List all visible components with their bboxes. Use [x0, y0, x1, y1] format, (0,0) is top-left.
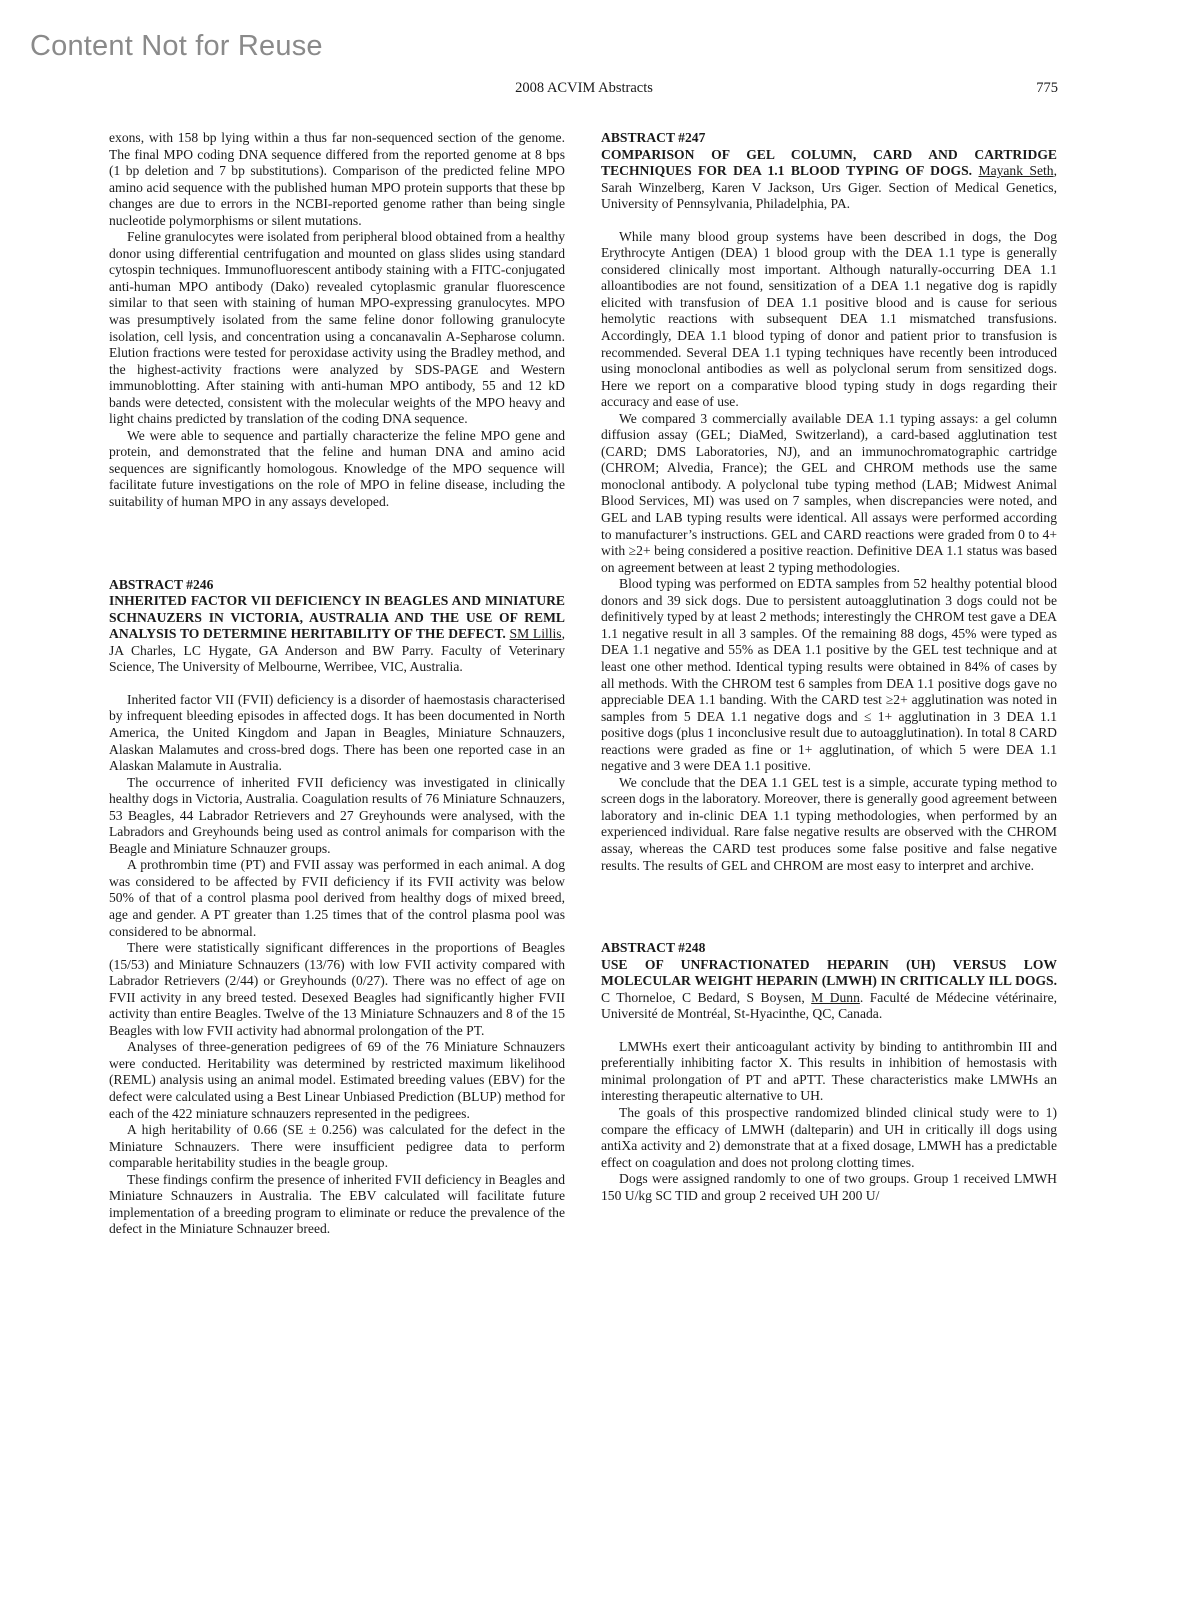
author-affiliation: , JA Charles, LC Hygate, GA Anderson and BW Parry. Faculty of Veterinary Science, The University of Melbourne, Werribee, VIC, Australia.: [109, 626, 565, 675]
abstract-246: [109, 577, 565, 1238]
journal-title: 2008 ACVIM Abstracts: [515, 80, 653, 96]
continuation-paragraph: Feline granulocytes were isolated from peripheral blood obtained from a healthy donor using differential centrifugation and mounted on glass slides using standard cytospin techniques. Immunofluorescent antibody staining with a FITC-conjugated anti-human MPO antibody (Dako) revealed cytoplasmic granular fluorescence similar to that seen with staining of human MPO-expressing granulocytes. MPO was presumptively isolated from the same feline donor following granulocyte isolation, cell lysis, and concentration using a concanavalin A-Sepharose column. Elution fractions were tested for peroxidase activity using the Bradley method, and the highest-activity fractions were analyzed by SDS-PAGE and Western immunoblotting. After staining with anti-human MPO antibody, 55 and 12 kD bands were detected, consistent with the molecular weights of the MPO heavy and light chains predicted by translation of the coding DNA sequence.: [109, 229, 565, 427]
left-column: [109, 130, 565, 1238]
abstract-title: USE OF UNFRACTIONATED HEPARIN (UH) VERSUS LOW MOLECULAR WEIGHT HEPARIN (LMWH) IN CRITICALLY ILL DOGS.: [601, 956, 1057, 989]
abstract-title: INHERITED FACTOR VII DEFICIENCY IN BEAGLES AND MINIATURE SCHNAUZERS IN VICTORIA, AUSTRALIA AND THE USE OF REML ANALYSIS TO DETERMINE HERITABILITY OF THE DEFECT.: [109, 593, 565, 642]
abstract-paragraph: The goals of this prospective randomized blinded clinical study were to 1) compare the efficacy of LMWH (dalteparin) and UH in critically ill dogs using antiXa activity and 2) demonstrate that at a fixed dosage, LMWH has a predictable effect on coagulation and does not prolong clotting times.: [601, 1104, 1057, 1170]
abstract-248: [601, 940, 1057, 1204]
abstract-paragraph: LMWHs exert their anticoagulant activity by binding to antithrombin III and preferentially inhibiting factor X. This results in inhibition of hemostasis with minimal prolongation of PT and aPTT. These characteristics make LMWHs an interesting therapeutic alternative to UH.: [601, 1038, 1057, 1104]
abstract-paragraph: A prothrombin time (PT) and FVII assay was performed in each animal. A dog was considered to be affected by FVII deficiency if its FVII activity was below 50% of that of a control plasma pool derived from healthy dogs of mixed breed, age and gender. A PT greater than 1.25 times that of the control plasma pool was considered to be abnormal.: [109, 857, 565, 939]
continuation-paragraph: We were able to sequence and partially characterize the feline MPO gene and protein, and demonstrated that the feline and human DNA and amino acid sequences are significantly homologous. Knowledge of the MPO sequence will facilitate future investigations on the role of MPO in feline disease, including the suitability of human MPO in any assays developed.: [109, 427, 565, 510]
continuation-paragraph: exons, with 158 bp lying within a thus far non-sequenced section of the genome. The final MPO coding DNA sequence differed from the reported genome at 8 bps (1 bp deletion and 7 bp substitutions). Comparison of the predicted feline MPO amino acid sequence with the published human MPO protein supports that these bp changes are due to errors in the NCBI-reported genome rather than being single nucleotide polymorphisms or silent mutations.: [109, 130, 565, 228]
page-number: 775: [1036, 80, 1058, 96]
abstract-title-block: [109, 593, 565, 676]
running-head: [110, 80, 1058, 100]
abstract-paragraph: We conclude that the DEA 1.1 GEL test is a simple, accurate typing method to screen dogs in the laboratory. Moreover, there is generally good agreement between laboratory and in-clinic DEA 1.1 typing methodologies, when performed by an experienced individual. Rare false negative results are observed with the CHROM assay, whereas the CARD test produces some false positive and false negative results. The results of GEL and CHROM are most easy to interpret and archive.: [601, 774, 1057, 873]
abstract-paragraph: The occurrence of inherited FVII deficiency was investigated in clinically healthy dogs in Victoria, Australia. Coagulation results of 76 Miniature Schnauzers, 53 Beagles, 44 Labrador Retrievers and 27 Greyhounds were analysed, with the Labradors and Greyhounds being used as control animals for comparison with the Beagle and Miniature Schnauzer groups.: [109, 774, 565, 856]
watermark: Content Not for Reuse: [30, 30, 323, 62]
abstract-paragraph: Analyses of three-generation pedigrees of 69 of the 76 Miniature Schnauzers were conducted. Heritability was determined by restricted maximum likelihood (REML) analysis using an animal model. Estimated breeding values (EBV) for the defect were calculated using a Best Linear Unbiased Prediction (BLUP) method for each of the 422 miniature schnauzers represented in the pedigrees.: [109, 1039, 565, 1121]
presenting-author: M Dunn: [811, 989, 860, 1005]
abstract-paragraph: Blood typing was performed on EDTA samples from 52 healthy potential blood donors and 39 sick dogs. Due to persistent autoagglutination 3 dogs could not be definitively typed by at least 2 methods; interestingly the CHROM test gave a DEA 1.1 negative result in all 3 samples. Of the remaining 88 dogs, 45% were typed as DEA 1.1 negative and 55% as DEA 1.1 positive by the GEL test technique and at least one other method. Identical typing results were obtained in 84% of cases by all methods. With the CHROM test 6 samples from DEA 1.1 positive dogs gave no appreciable DEA 1.1 banding. With the CARD test ≥2+ agglutination was noted in samples from 5 DEA 1.1 negative dogs and ≤ 1+ agglutination in 3 DEA 1.1 positive dogs (plus 1 inconclusive result due to autoagglutination). In total 8 CARD reactions were graded as fine or 1+ agglutination, of which 5 were DEA 1.1 negative and 3 were DEA 1.1 positive.: [601, 576, 1057, 774]
right-column: [601, 130, 1057, 1204]
author-affiliation: , Sarah Winzelberg, Karen V Jackson, Urs Giger. Section of Medical Genetics, University of Pennsylvania, Philadelphia, PA.: [601, 163, 1057, 212]
abstract-number: ABSTRACT #247: [601, 130, 706, 145]
author-affiliation: . Faculté de Médecine vétérinaire, Université de Montréal, St-Hyacinthe, QC, Canada.: [601, 989, 1057, 1022]
abstract-number: ABSTRACT #246: [109, 576, 214, 592]
abstract-paragraph: Dogs were assigned randomly to one of two groups. Group 1 received LMWH 150 U/kg SC TID and group 2 received UH 200 U/: [601, 1171, 1057, 1203]
abstract-paragraph: We compared 3 commercially available DEA 1.1 typing assays: a gel column diffusion assay (GEL; DiaMed, Switzerland), a card-based agglutination test (CARD; DMS Laboratories, NJ), and an immunochromatographic cartridge (CHROM; Alvedia, France); the GEL and CHROM methods use the same monoclonal antibody. A polyclonal tube typing method (LAB; Midwest Animal Blood Services, MI) was used on 7 samples, when discrepancies were noted, and GEL and LAB typing results were identical. All assays were performed according to manufacturer’s instructions. GEL and CARD reactions were graded from 0 to 4+ with ≥2+ being considered a positive reaction. Definitive DEA 1.1 status was based on agreement between at least 2 typing methodologies.: [601, 410, 1057, 575]
abstract-paragraph: Inherited factor VII (FVII) deficiency is a disorder of haemostasis characterised by infrequent bleeding episodes in affected dogs. It has been documented in North America, the United Kingdom and Japan in Beagles, Miniature Schnauzers, Alaskan Malamutes and cross-bred dogs. There has been one reported case in an Alaskan Malamute in Australia.: [109, 691, 565, 774]
abstract-paragraph: A high heritability of 0.66 (SE ± 0.256) was calculated for the defect in the Miniature Schnauzers. There were insufficient pedigree data to perform comparable heritability studies in the beagle group.: [109, 1122, 565, 1171]
abstract-title-block: [601, 957, 1057, 1023]
abstract-paragraph: While many blood group systems have been described in dogs, the Dog Erythrocyte Antigen (DEA) 1 blood group with the DEA 1.1 type is generally considered clinically most important. Although naturally-occurring DEA 1.1 alloantibodies are not found, sensitization of a DEA 1.1 negative dog is rapidly elicited with transfusion of DEA 1.1 positive blood and is cause for serious hemolytic reactions with subsequent DEA 1.1 mismatched transfusions. Accordingly, DEA 1.1 blood typing of donor and patient prior to transfusion is recommended. Several DEA 1.1 typing techniques have recently been introduced using monoclonal antibodies as well as polyclonal serum from sensitized dogs. Here we report on a comparative blood typing study in dogs regarding their accuracy and ease of use.: [601, 228, 1057, 410]
abstract-247: [601, 130, 1057, 874]
presenting-author: Mayank Seth: [978, 163, 1054, 179]
abstract-paragraph: These findings confirm the presence of inherited FVII deficiency in Beagles and Miniature Schnauzers in Australia. The EBV calculated will facilitate future implementation of a breeding program to eliminate or reduce the prevalence of the defect in the Miniature Schnauzer breed.: [109, 1171, 565, 1237]
abstract-title: COMPARISON OF GEL COLUMN, CARD AND CARTRIDGE TECHNIQUES FOR DEA 1.1 BLOOD TYPING OF DOGS.: [601, 146, 1057, 179]
author-list: C Thorneloe, C Bedard, S Boysen,: [601, 989, 812, 1005]
abstract-paragraph: There were statistically significant differences in the proportions of Beagles (15/53) and Miniature Schnauzers (13/76) with low FVII activity compared with Labrador Retrievers (2/44) or Greyhounds (0/27). There was no effect of age on FVII activity in any breed tested. Desexed Beagles had significantly higher FVII activity than entire Beagles. Twelve of the 13 Miniature Schnauzers and 8 of the 15 Beagles with low FVII activity had abnormal prolongation of the PT.: [109, 940, 565, 1038]
presenting-author: SM Lillis: [509, 626, 562, 642]
abstract-number: ABSTRACT #248: [601, 940, 706, 956]
abstract-title-block: [601, 147, 1057, 213]
